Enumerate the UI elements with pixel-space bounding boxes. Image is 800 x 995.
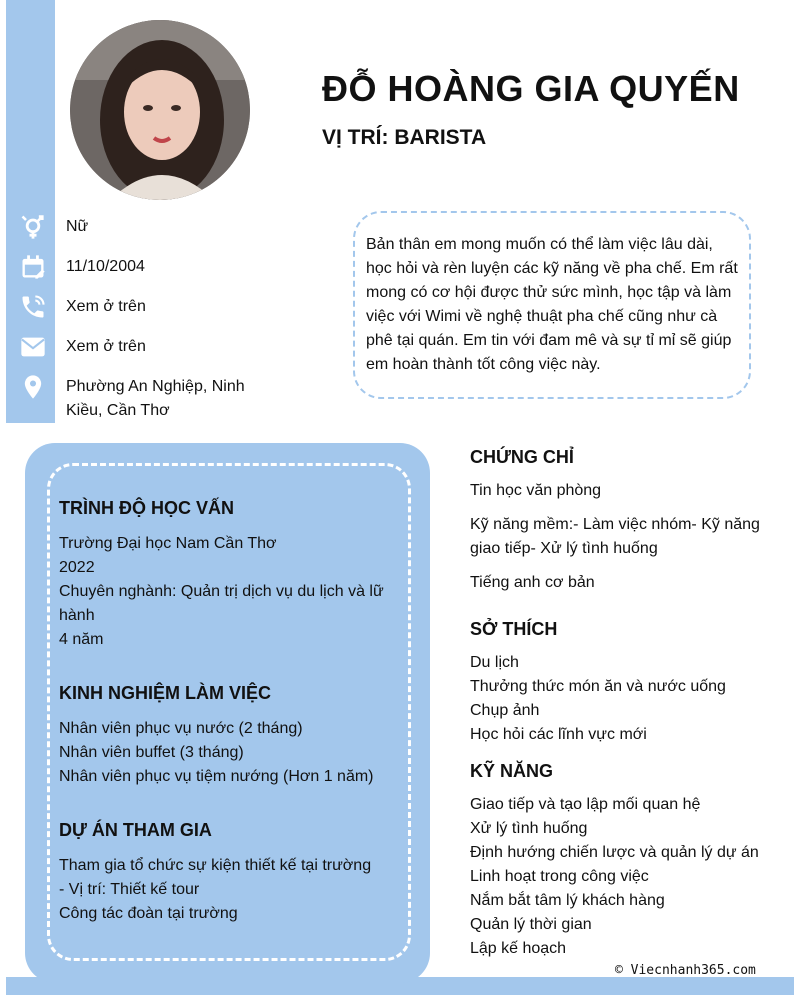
skills-title: KỸ NĂNG (470, 761, 554, 781)
project-line: - Vị trí: Thiết kế tour (59, 881, 200, 898)
certificates-body (470, 479, 760, 595)
education-body (59, 532, 404, 652)
career-objective: Bản thân em mong muốn có thể làm việc lâu dài, học hỏi và rèn luyện các kỹ năng về pha chế. Em rất mong có cơ hội được thử sức mình, học tập và làm việc với Wimi về nghệ thuật pha chế cũng như cà phê tại quán. Em tin với đam mê và sự tỉ mỉ sẽ giúp em hoàn thành tốt công việc này. (353, 211, 751, 399)
experience-body (59, 717, 404, 789)
candidate-name: ĐỖ HOÀNG GIA QUYẾN (322, 68, 740, 109)
certificate-line: Kỹ năng mềm:- Làm việc nhóm- Kỹ năng giao tiếp- Xử lý tình huống (470, 516, 760, 557)
profile-photo-icon (70, 20, 250, 200)
hobbies-body (470, 651, 770, 747)
phone-icon (18, 292, 48, 322)
certificate-line: Tin học văn phòng (470, 482, 602, 499)
hobbies-title: SỞ THÍCH (470, 619, 558, 639)
education-line: Trường Đại học Nam Cần Thơ (59, 535, 277, 552)
hobby-line: Du lịch (470, 654, 519, 671)
experience-line: Nhân viên phục vụ nước (2 tháng) (59, 720, 303, 737)
hobby-line: Học hỏi các lĩnh vực mới (470, 726, 647, 743)
skill-line: Định hướng chiến lược và quản lý dự án (470, 844, 759, 861)
address-value: Phường An Nghiệp, Ninh Kiều, Cần Thơ (66, 378, 245, 419)
email-icon (18, 332, 48, 362)
certificates-title: CHỨNG CHỈ (470, 447, 574, 467)
hobby-line: Thưởng thức món ăn và nước uống (470, 678, 726, 695)
skill-line: Giao tiếp và tạo lập mối quan hệ (470, 796, 701, 813)
education-line: 4 năm (59, 631, 104, 648)
email-value: Xem ở trên (66, 338, 146, 355)
skill-line: Xử lý tình huống (470, 820, 588, 837)
experience-title: KINH NGHIỆM LÀM VIỆC (59, 683, 272, 703)
location-icon (18, 372, 48, 402)
experience-line: Nhân viên buffet (3 tháng) (59, 744, 244, 761)
gender-value: Nữ (66, 218, 89, 235)
avatar (70, 20, 250, 200)
projects-title: DỰ ÁN THAM GIA (59, 820, 212, 840)
project-line: Tham gia tổ chức sự kiện thiết kế tại trường (59, 857, 372, 874)
phone-value: Xem ở trên (66, 298, 146, 315)
project-line: Công tác đoàn tại trường (59, 905, 238, 922)
birthdate-value: 11/10/2004 (66, 258, 145, 275)
skill-line: Linh hoạt trong công việc (470, 868, 649, 885)
skill-line: Quản lý thời gian (470, 916, 592, 933)
education-line: 2022 (59, 559, 95, 576)
footer-watermark: © Viecnhanh365.com (615, 963, 756, 978)
skill-line: Lập kế hoạch (470, 940, 567, 957)
education-line: Chuyên nghành: Quản trị dịch vụ du lịch và lữ hành (59, 583, 384, 624)
hobby-line: Chụp ảnh (470, 702, 540, 719)
projects-body (59, 854, 404, 926)
certificate-line: Tiếng anh cơ bản (470, 574, 595, 591)
experience-line: Nhân viên phục vụ tiệm nướng (Hơn 1 năm) (59, 768, 374, 785)
skills-body (470, 793, 762, 961)
education-title: TRÌNH ĐỘ HỌC VẤN (59, 498, 234, 518)
calendar-icon (18, 252, 48, 282)
gender-icon (18, 212, 48, 242)
job-position: VỊ TRÍ: BARISTA (322, 126, 487, 149)
skill-line: Nắm bắt tâm lý khách hàng (470, 892, 665, 909)
